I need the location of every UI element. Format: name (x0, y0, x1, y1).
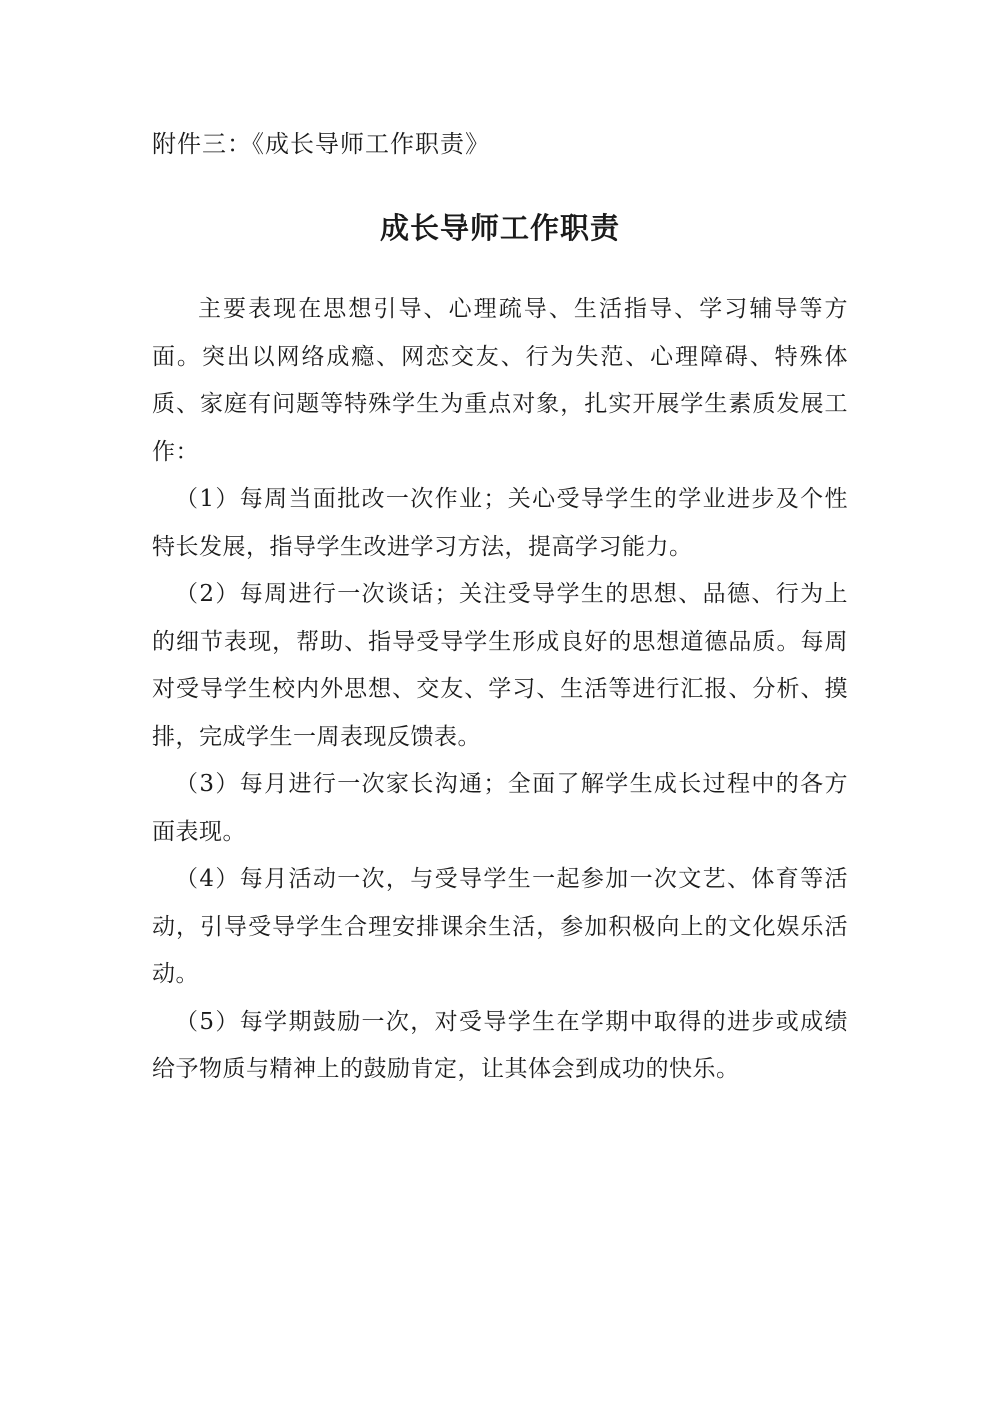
duty-item-5: （5）每学期鼓励一次，对受导学生在学期中取得的进步或成绩给予物质与精神上的鼓励肯定，让其体会到成功的快乐。 (152, 1008, 848, 1082)
duty-item-3: （3）每月进行一次家长沟通；全面了解学生成长过程中的各方面表现。 (152, 771, 848, 845)
duty-item-2: （2）每周进行一次谈话；关注受导学生的思想、品德、行为上的细节表现，帮助、指导受导学生形成良好的思想道德品质。每周对受导学生校内外思想、交友、学习、生活等进行汇报、分析、摸排，完成学生一周表现反馈表。 (152, 581, 848, 750)
duty-item-4: （4）每月活动一次，与受导学生一起参加一次文艺、体育等活动，引导受导学生合理安排课余生活，参加积极向上的文化娱乐活动。 (152, 866, 848, 987)
document-body (152, 286, 848, 1094)
attachment-label: 附件三：《成长导师工作职责》 (152, 130, 490, 158)
document-title: 成长导师工作职责 (379, 211, 620, 245)
duty-item-1: （1）每周当面批改一次作业；关心受导学生的学业进步及个性特长发展，指导学生改进学习方法，提高学习能力。 (152, 486, 848, 560)
intro-paragraph: 主要表现在思想引导、心理疏导、生活指导、学习辅导等方面。突出以网络成瘾、网恋交友、行为失范、心理障碍、特殊体质、家庭有问题等特殊学生为重点对象，扎实开展学生素质发展工作： (152, 296, 848, 465)
